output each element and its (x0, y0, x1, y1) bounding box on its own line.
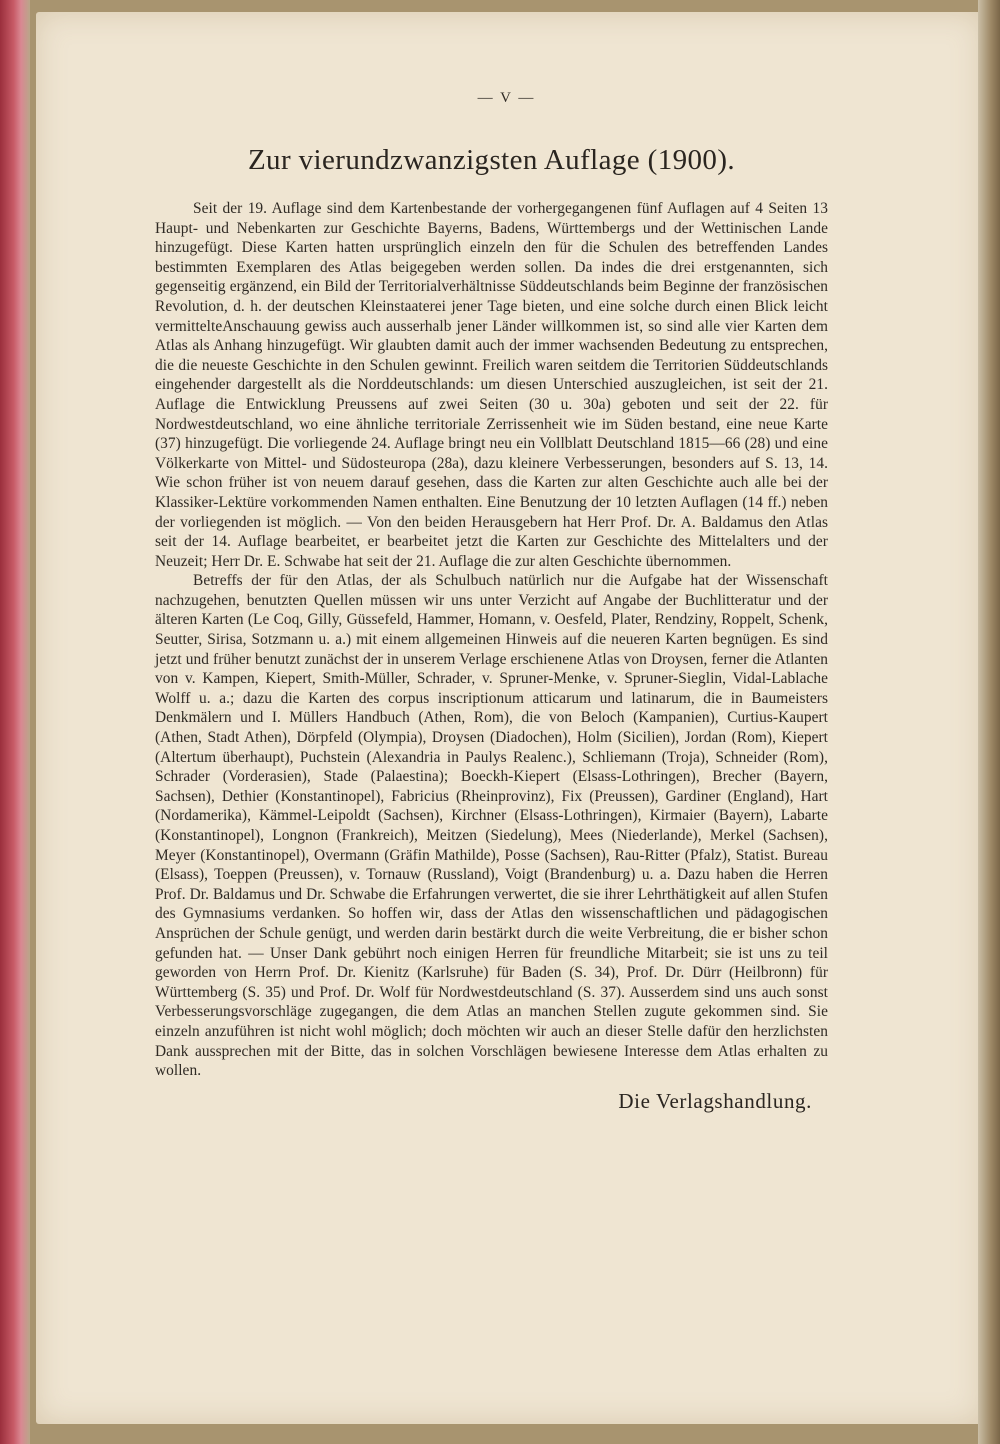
publisher-signature: Die Verlagshandlung. (618, 1088, 812, 1113)
page-number: — V — (477, 90, 536, 106)
paragraph-2: Betreffs der für den Atlas, der als Schulbuch natürlich nur die Aufgabe hat der Wissenschaft nachzugehen, benutzten Quellen müssen wir uns unter Verzicht auf Angabe der Buchlitteratur und der älteren Karten (Le Coq, Gilly, Güssefeld, Hammer, Homann, v. Oesfeld, Plater, Rendziny, Roppelt, Schenk, Seutter, Sirisa, Sotzmann u. a.) mit einem allgemeinen Hinweis auf die neueren Karten begnügen. Es sind jetzt und früher benutzt zunächst der in unserem Verlage erschienene Atlas von Droysen, ferner die Atlanten von v. Kampen, Kiepert, Smith-Müller, Schrader, v. Spruner-Menke, v. Spruner-Sieglin, Vidal-Lablache Wolff u. a.; dazu die Karten des corpus inscriptionum atticarum und latinarum, die in Baumeisters Denkmälern und I. Müllers Handbuch (Athen, Rom), die von Beloch (Kampanien), Curtius-Kaupert (Athen, Stadt Athen), Dörpfeld (Olympia), Droysen (Diadochen), Holm (Sicilien), Jordan (Rom), Kiepert (Altertum überhaupt), Puchstein (Alexandria in Paulys Realenc.), Schliemann (Troja), Schneider (Rom), Schrader (Vorderasien), Stade (Palaestina); Boeckh-Kiepert (Elsass-Lothringen), Brecher (Bayern, Sachsen), Dethier (Konstantinopel), Fabricius (Rheinprovinz), Fix (Preussen), Gardiner (England), Hart (Nordamerika), Kämmel-Leipoldt (Sachsen), Kirchner (Elsass-Lothringen), Kirmaier (Bayern), Labarte (Konstantinopel), Longnon (Frankreich), Meitzen (Siedelung), Mees (Niederlande), Merkel (Sachsen), Meyer (Konstantinopel), Overmann (Gräfin Mathilde), Posse (Sachsen), Rau-Ritter (Pfalz), Statist. Bureau (Elsass), Toeppen (Preussen), v. Tornauw (Russland), Voigt (Brandenburg) u. a. Dazu haben die Herren Prof. Dr. Baldamus und Dr. Schwabe die Erfahrungen verwertet, die sie ihrer Lehrthätigkeit auf allen Stufen des Gymnasiums verdanken. So hoffen wir, dass der Atlas den wissenschaftlichen und pädagogischen Ansprüchen der Schule genügt, und werden darin bestärkt durch die weite Verbreitung, die er bisher schon gefunden hat. — Unser Dank gebührt noch einigen Herren für freundliche Mitarbeit; sie ist uns zu teil geworden von Herrn Prof. Dr. Kienitz (Karlsruhe) für Baden (S. 34), Prof. Dr. Dürr (Heilbronn) für Württemberg (S. 35) und Prof. Dr. Wolf für Nordwestdeutschland (S. 37). Ausserdem sind uns auch sonst Verbesserungsvorschläge zugegangen, die dem Atlas an manchen Stellen zugute gekommen sind. Sie einzeln anzuführen ist nicht wohl möglich; doch möchten wir auch an dieser Stelle dafür den herzlichsten Dank aussprechen mit der Bitte, das in solchen Vorschlägen bewiesene Interesse dem Atlas erhalten zu wollen. (155, 572, 828, 1080)
paragraph-1: Seit der 19. Auflage sind dem Kartenbestande der vorhergegangenen fünf Auflagen auf 4 Seiten 13 Haupt- und Nebenkarten zur Geschichte Bayerns, Badens, Württembergs und der Wettinischen Lande hinzugefügt. Diese Karten hatten ursprünglich einzeln den für die Schulen des betreffenden Landes bestimmten Exemplaren des Atlas beigegeben werden sollen. Da indes die drei erstgenannten, sich gegenseitig ergänzend, ein Bild der Territorialverhältnisse Süddeutschlands beim Beginne der französischen Revolution, d. h. der deutschen Kleinstaaterei jener Tage bieten, und eine solche durch einen Blick leicht vermittelteAnschauung gewiss auch ausserhalb jener Länder willkommen ist, so sind alle vier Karten dem Atlas als Anhang hinzugefügt. Wir glaubten damit auch der immer wachsenden Bedeutung zu entsprechen, die die neueste Geschichte in den Schulen gewinnt. Freilich waren seitdem die Territorien Süddeutschlands eingehender dargestellt als die Norddeutschlands: um diesen Unterschied auszugleichen, ist seit der 21. Auflage die Entwicklung Preussens auf zwei Seiten (30 u. 30a) geboten und seit der 22. für Nordwestdeutschland, wo eine ähnliche territoriale Zerrissenheit wie im Süden bestand, eine neue Karte (37) hinzugefügt. Die vorliegende 24. Auflage bringt neu ein Vollblatt Deutschland 1815—66 (28) und eine Völkerkarte von Mittel- und Südosteuropa (28a), dazu kleinere Verbesserungen, besonders auf S. 13, 14. Wie schon früher ist von neuem darauf gesehen, dass die Karten zur alten Geschichte auch alle bei der Klassiker-Lektüre vorkommenden Namen enthalten. Eine Benutzung der 10 letzten Auflagen (14 ff.) neben der vorliegenden ist möglich. — Von den beiden Herausgebern hat Herr Prof. Dr. A. Baldamus den Atlas seit der 14. Auflage bearbeitet, er bearbeitet jetzt die Karten zur Geschichte des Mittelalters und der Neuzeit; Herr Dr. E. Schwabe hat seit der 21. Auflage die zur alten Geschichte übernommen. (155, 200, 828, 570)
preface-title: Zur vierundzwanzigsten Auflage (1900). (247, 144, 736, 176)
page-content (155, 90, 828, 1114)
preface-body (155, 199, 828, 1081)
page-edge (978, 0, 1000, 1444)
book-spine (0, 0, 30, 1444)
